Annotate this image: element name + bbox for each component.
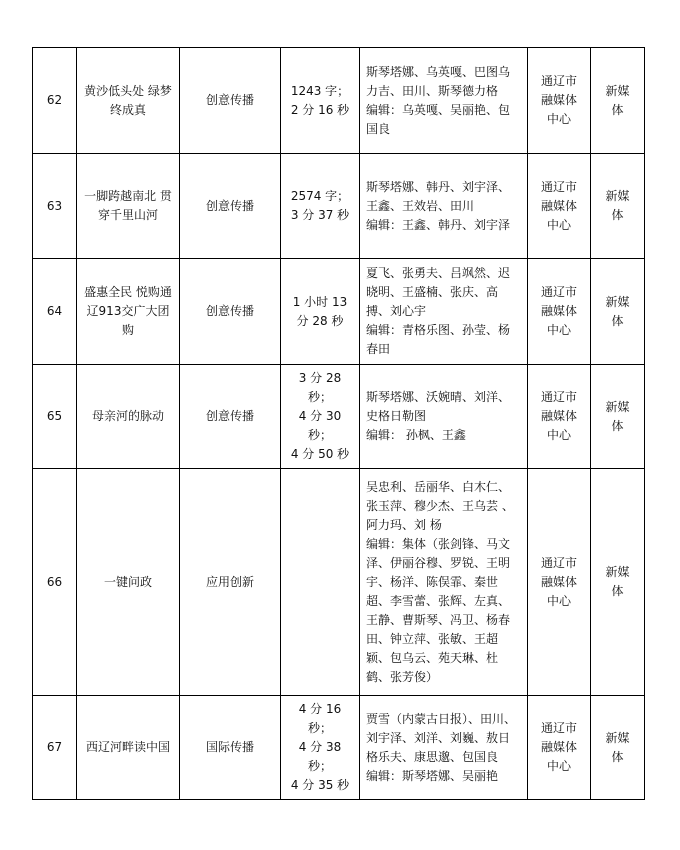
duration: 4 分 16 秒； 4 分 38 秒； 4 分 35 秒 xyxy=(281,696,360,800)
credits: 斯琴塔娜、乌英嘎、巴图乌力吉、田川、斯琴德力格 编辑：乌英嘎、吴丽艳、包国良 xyxy=(360,48,528,154)
table-row xyxy=(33,365,645,469)
category: 创意传播 xyxy=(180,48,281,154)
category: 国际传播 xyxy=(180,696,281,800)
work-title: 母亲河的脉动 xyxy=(77,365,180,469)
row-number: 66 xyxy=(33,469,77,696)
row-number: 67 xyxy=(33,696,77,800)
medium: 新媒体 xyxy=(591,696,645,800)
duration: 3 分 28 秒； 4 分 30 秒； 4 分 50 秒 xyxy=(281,365,360,469)
unit: 通辽市融媒体中心 xyxy=(528,469,591,696)
table-row xyxy=(33,469,645,696)
award-table xyxy=(32,47,645,800)
row-number: 63 xyxy=(33,154,77,259)
medium: 新媒体 xyxy=(591,259,645,365)
medium: 新媒体 xyxy=(591,154,645,259)
work-title: 一脚跨越南北 贯穿千里山河 xyxy=(77,154,180,259)
medium: 新媒体 xyxy=(591,48,645,154)
unit: 通辽市融媒体中心 xyxy=(528,696,591,800)
table-row xyxy=(33,154,645,259)
unit: 通辽市融媒体中心 xyxy=(528,48,591,154)
work-title: 一键问政 xyxy=(77,469,180,696)
duration xyxy=(281,469,360,696)
work-title: 盛惠全民 悦购通辽913交广大团购 xyxy=(77,259,180,365)
medium: 新媒体 xyxy=(591,365,645,469)
credits: 斯琴塔娜、韩丹、刘宇泽、王鑫、王效岩、田川 编辑：王鑫、韩丹、刘宇泽 xyxy=(360,154,528,259)
credits: 吴忠利、岳丽华、白木仁、张玉萍、穆少杰、王乌芸 、阿力玛、刘 杨 编辑：集体（张剑锋、马文泽、伊丽谷穆、罗锐、王明宇、杨洋、陈俣霏、秦世超、李雪蕾、张辉、左真、王静、曹斯琴、冯卫、杨春田、钟立萍、张敏、王超颖、包乌云、苑天琳、杜鹤、张芳俊） xyxy=(360,469,528,696)
row-number: 64 xyxy=(33,259,77,365)
category: 应用创新 xyxy=(180,469,281,696)
table-row xyxy=(33,696,645,800)
category: 创意传播 xyxy=(180,154,281,259)
unit: 通辽市融媒体中心 xyxy=(528,365,591,469)
duration: 1243 字； 2 分 16 秒 xyxy=(281,48,360,154)
category: 创意传播 xyxy=(180,259,281,365)
category: 创意传播 xyxy=(180,365,281,469)
unit: 通辽市融媒体中心 xyxy=(528,154,591,259)
work-title: 黄沙低头处 绿梦终成真 xyxy=(77,48,180,154)
table-row xyxy=(33,259,645,365)
row-number: 65 xyxy=(33,365,77,469)
duration: 1 小时 13 分 28 秒 xyxy=(281,259,360,365)
row-number: 62 xyxy=(33,48,77,154)
table-row xyxy=(33,48,645,154)
duration: 2574 字； 3 分 37 秒 xyxy=(281,154,360,259)
unit: 通辽市融媒体中心 xyxy=(528,259,591,365)
credits: 夏飞、张勇夫、吕飒然、迟晓明、王盛楠、张庆、高搏、刘心宇 编辑：青格乐图、孙莹、杨春田 xyxy=(360,259,528,365)
credits: 斯琴塔娜、沃婉晴、刘洋、史格日勒图 编辑： 孙枫、王鑫 xyxy=(360,365,528,469)
medium: 新媒体 xyxy=(591,469,645,696)
credits: 贾雪（内蒙古日报）、田川、刘宇泽、刘洋、刘巍、敖日格乐夫、康思邈、包国良 编辑：斯琴塔娜、吴丽艳 xyxy=(360,696,528,800)
work-title: 西辽河畔读中国 xyxy=(77,696,180,800)
